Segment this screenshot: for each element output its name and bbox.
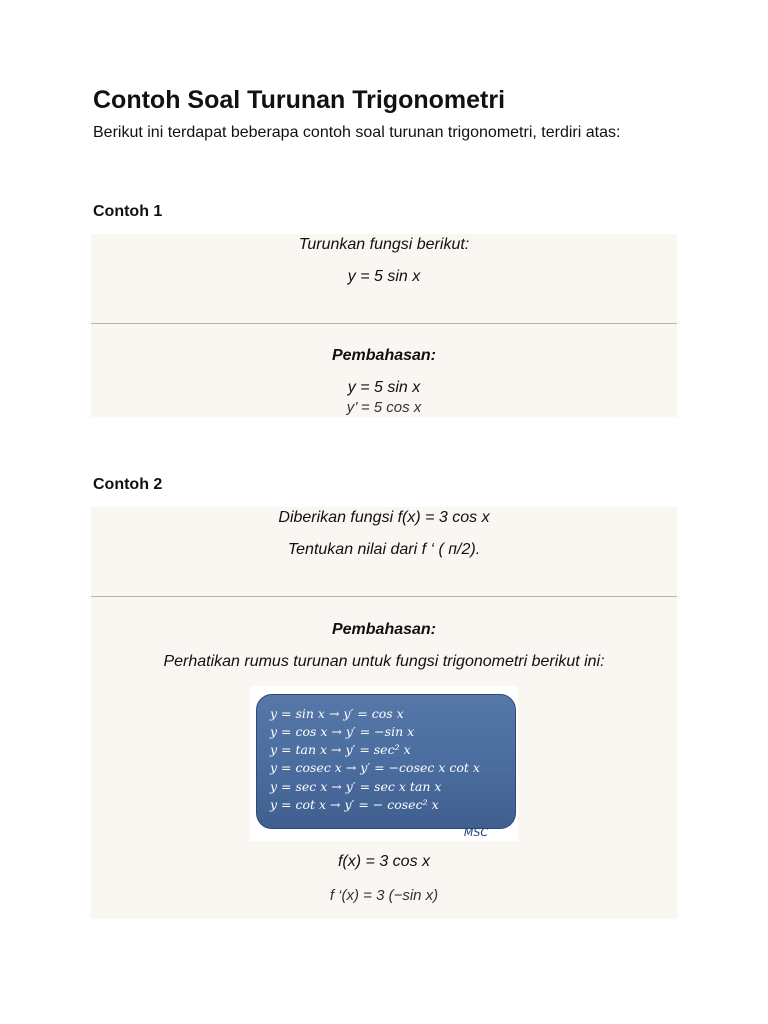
example-1-label: Contoh 1 xyxy=(93,203,163,220)
formula-row: y = tan x → y′ = sec² x xyxy=(270,742,411,757)
example-2-solution-line: f(x) = 3 cos x xyxy=(337,853,431,870)
example-2-solution-heading: Pembahasan: xyxy=(331,621,437,638)
example-2-solution-line: f ‘(x) = 3 (−sin x) xyxy=(329,887,439,904)
example-1-solution-heading: Pembahasan: xyxy=(331,347,437,364)
example-2-question-line: Tentukan nilai dari f ‘ ( ᴨ/2). xyxy=(287,541,481,558)
example-2-solution-intro: Perhatikan rumus turunan untuk fungsi trigonometri berikut ini: xyxy=(163,653,605,670)
intro-text: Berikut ini terdapat beberapa contoh soal turunan trigonometri, terdiri atas: xyxy=(93,124,621,141)
formula-row: y = cos x → y′ = −sin x xyxy=(270,724,415,739)
example-1-question-line: Turunkan fungsi berikut: xyxy=(298,236,470,253)
example-2-divider xyxy=(91,596,677,597)
formula-panel xyxy=(256,694,516,829)
example-1-question-line: y = 5 sin x xyxy=(347,268,421,285)
formula-row: y = cot x → y′ = − cosec² x xyxy=(270,797,439,812)
formula-row: y = sin x → y′ = cos x xyxy=(270,706,404,721)
formula-row: y = sec x → y′ = sec x tan x xyxy=(270,779,442,794)
derivative-formula-image xyxy=(250,686,518,841)
example-2-question-line: Diberikan fungsi f(x) = 3 cos x xyxy=(278,509,490,526)
example-1-solution-line: y = 5 sin x xyxy=(347,379,421,396)
example-2-label: Contoh 2 xyxy=(93,476,163,493)
formula-watermark: MSC xyxy=(463,826,488,839)
example-1-box xyxy=(91,234,677,417)
page-title: Contoh Soal Turunan Trigonometri xyxy=(93,86,506,114)
example-1-solution-line: y’ = 5 cos x xyxy=(346,399,422,416)
formula-row: y = cosec x → y′ = −cosec x cot x xyxy=(270,760,480,775)
example-1-divider xyxy=(91,323,677,324)
